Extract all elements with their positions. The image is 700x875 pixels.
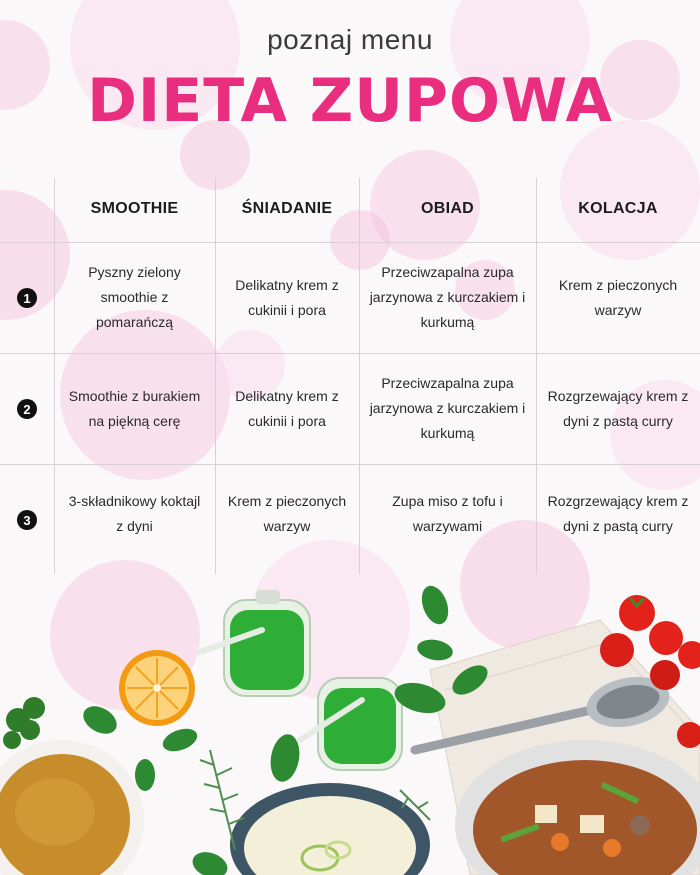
column-header-obiad: OBIAD xyxy=(420,200,475,217)
row-number-badge: 3 xyxy=(17,510,37,530)
table-cell: 3-składnikowy koktajl z dyni xyxy=(68,493,201,534)
table-cell: Delikatny krem z cukinii i pora xyxy=(235,276,339,318)
menu-subtitle: poznaj menu xyxy=(267,24,433,55)
column-header-sniadanie: ŚNIADANIE xyxy=(241,200,333,217)
broth-bowl xyxy=(0,740,144,875)
menu-table xyxy=(0,178,700,578)
orange-slice xyxy=(119,650,195,726)
row-number-badge: 1 xyxy=(17,288,37,308)
table-cell: Krem z pieczonych warzyw xyxy=(558,276,678,318)
table-cell: Zupa miso z tofu i warzywami xyxy=(392,493,503,534)
table-cell: Pyszny zielony smoothie z pomarańczą xyxy=(88,264,181,330)
green-smoothie-jar xyxy=(300,678,402,770)
cream-soup-bowl xyxy=(230,783,430,875)
table-cell: Smoothie z burakiem na piękną cerę xyxy=(68,387,201,429)
food-illustration xyxy=(0,580,700,875)
green-smoothie-jar xyxy=(200,590,310,696)
page-title: DIETA ZUPOWA xyxy=(87,66,613,136)
table-cell: Krem z pieczonych warzyw xyxy=(227,493,347,534)
table-cell: Przeciwzapalna zupa jarzynowa z kurczakiem i kurkumą xyxy=(369,375,526,441)
table-cell: Rozgrzewający krem z dyni z pastą curry xyxy=(547,493,689,534)
column-header-kolacja: KOLACJA xyxy=(578,200,658,217)
table-cell: Przeciwzapalna zupa jarzynowa z kurczakiem i kurkumą xyxy=(369,264,526,330)
row-number-badge: 2 xyxy=(17,399,37,419)
table-cell: Delikatny krem z cukinii i pora xyxy=(235,387,339,429)
column-header-smoothie: SMOOTHIE xyxy=(90,200,179,217)
parsley xyxy=(3,697,45,749)
table-cell: Rozgrzewający krem z dyni z pastą curry xyxy=(547,387,689,429)
